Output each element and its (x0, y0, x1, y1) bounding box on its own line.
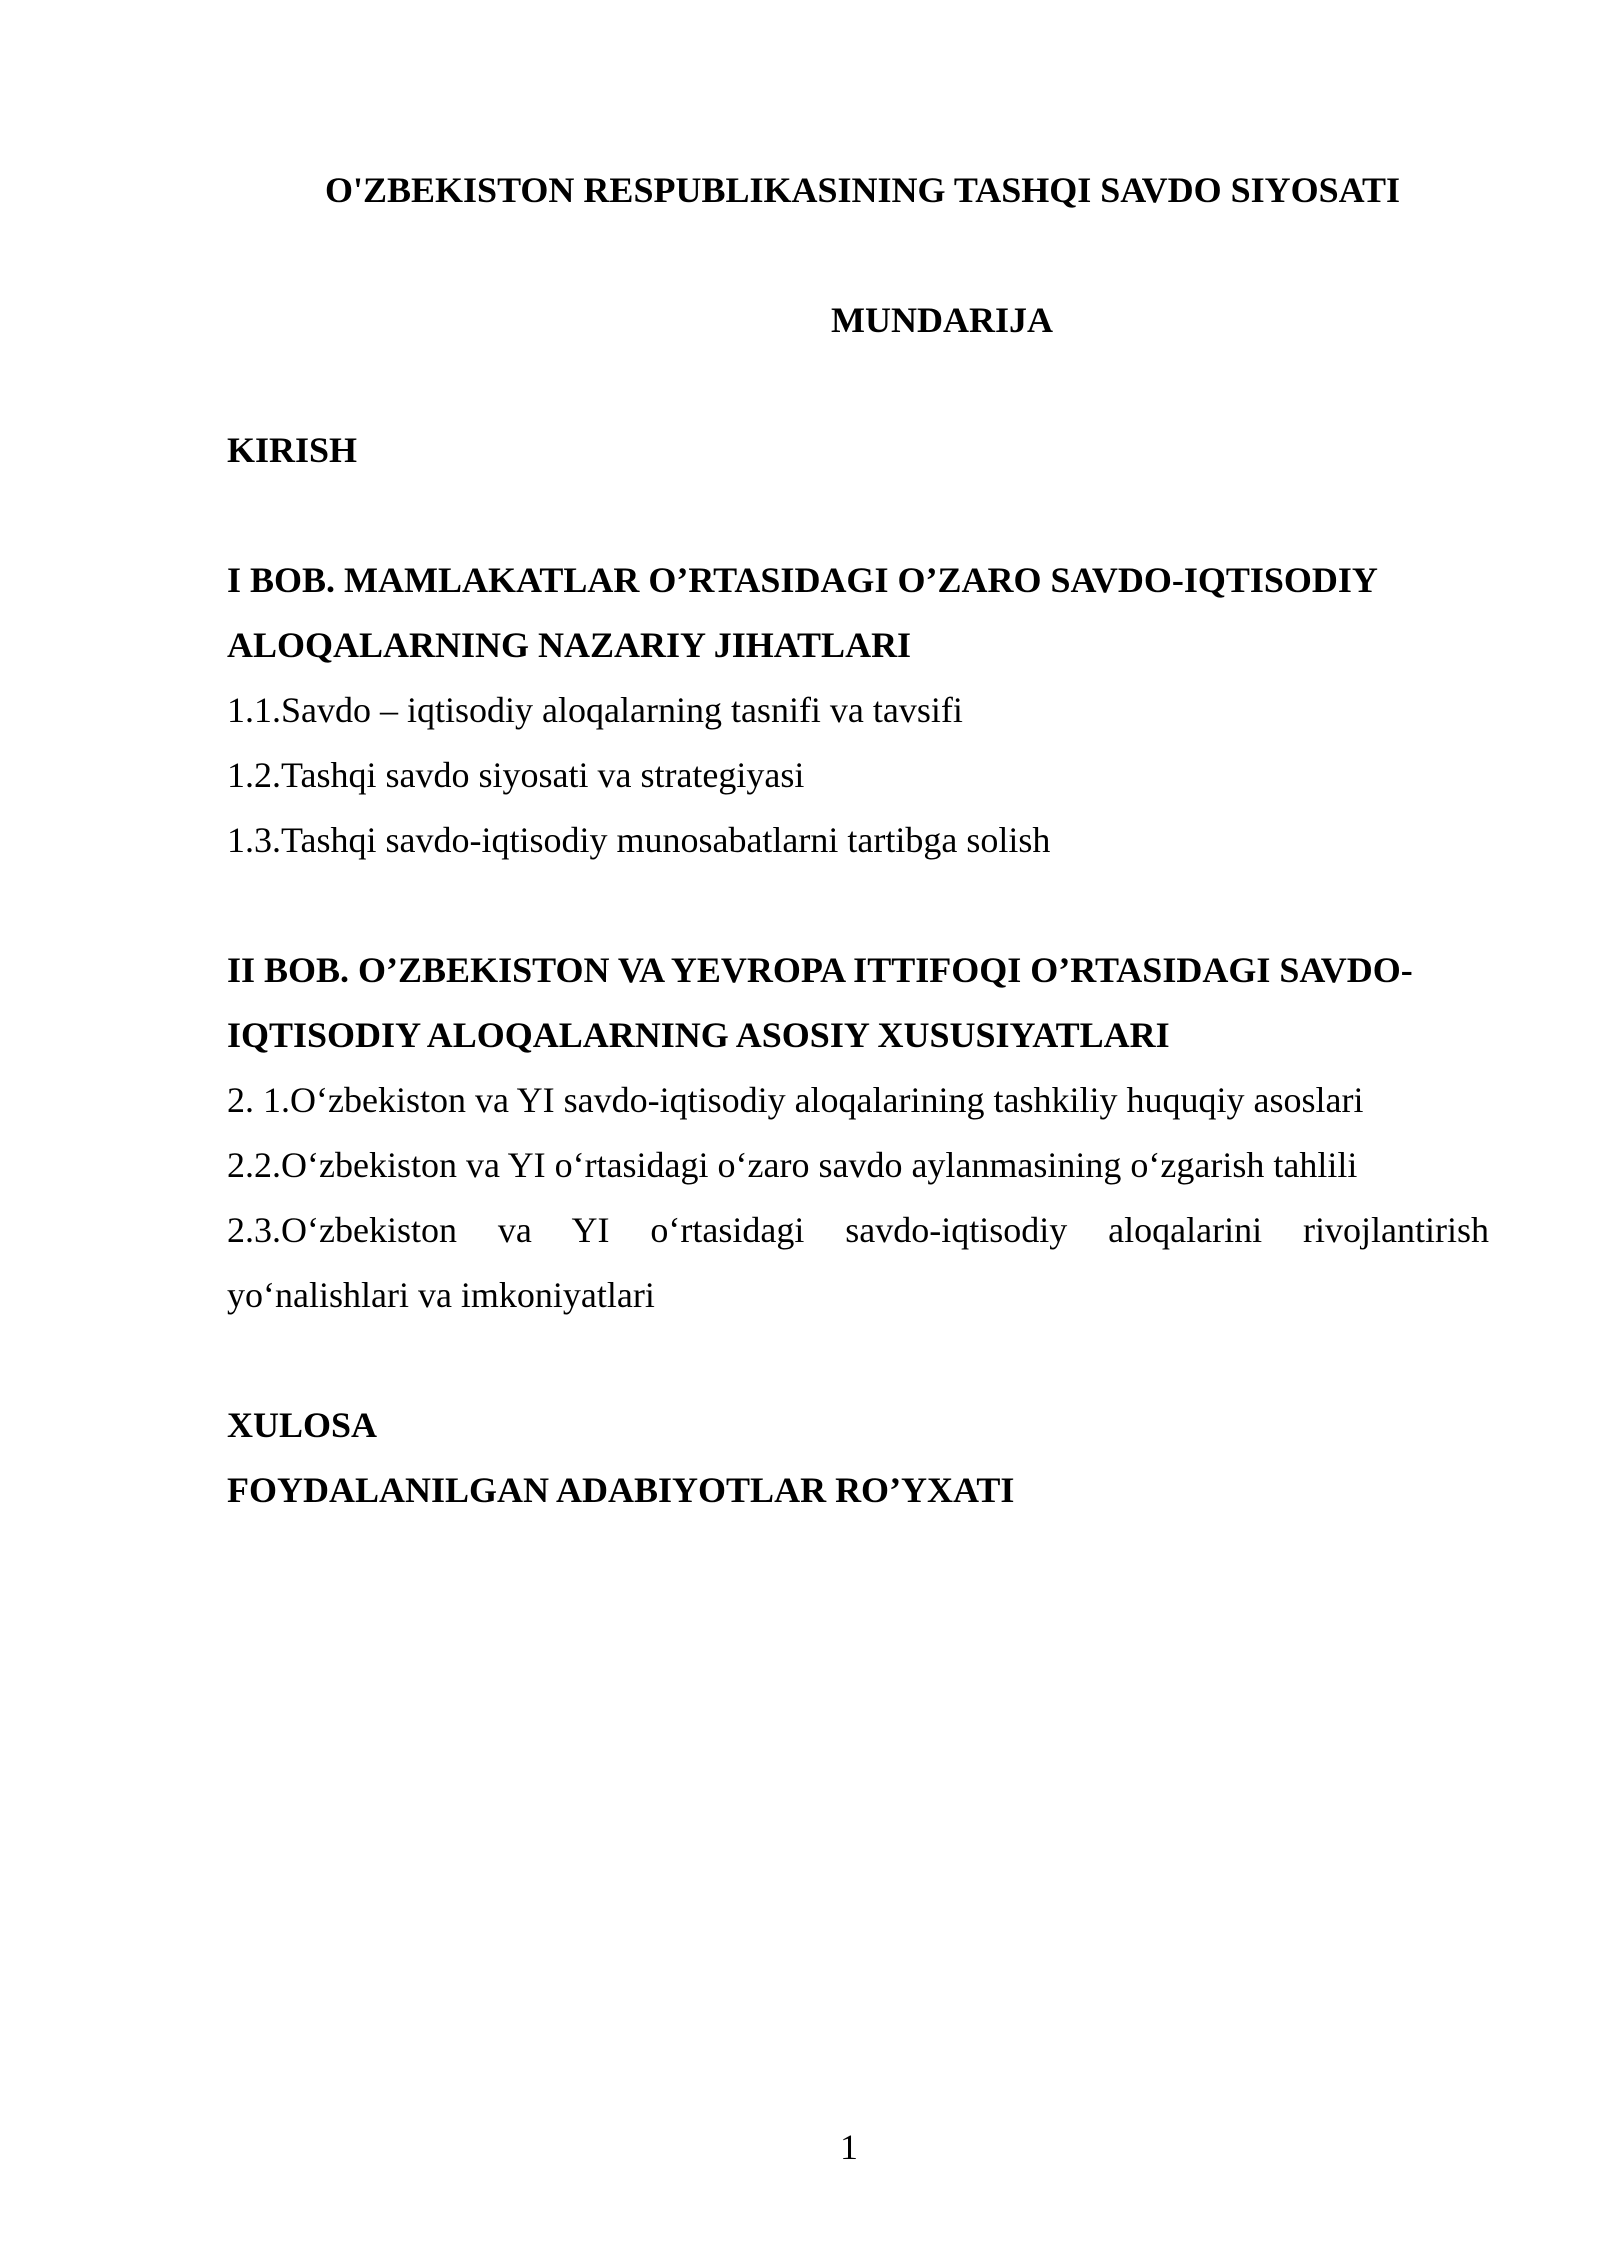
chapter1-heading-line1: I BOB. MAMLAKATLAR O’RTASIDAGI O’ZARO SAVDO-IQTISODIY (227, 560, 1378, 600)
toc-item-1-3: 1.3.Tashqi savdo-iqtisodiy munosabatlarni tartibga solish (227, 820, 1051, 860)
chapter2-heading-line2: IQTISODIY ALOQALARNING ASOSIY XUSUSIYATLARI (227, 1015, 1170, 1055)
toc-item-2-3-line1: 2.3.O‘zbekiston va YI o‘rtasidagi savdo-iqtisodiy aloqalarini rivojlantirish (227, 1210, 1489, 1250)
toc-intro: KIRISH (227, 430, 358, 470)
toc-item-2-1: 2. 1.O‘zbekiston va YI savdo-iqtisodiy aloqalarining tashkiliy huquqiy asoslari (227, 1080, 1364, 1120)
chapter2-heading-line1: II BOB. O’ZBEKISTON VA YEVROPA ITTIFOQI O’RTASIDAGI SAVDO- (227, 950, 1413, 990)
toc-item-2-3-line2: yo‘nalishlari va imkoniyatlari (227, 1275, 655, 1315)
chapter1-heading-line2: ALOQALARNING NAZARIY JIHATLARI (227, 625, 912, 665)
toc-conclusion: XULOSA (227, 1405, 378, 1445)
toc-references: FOYDALANILGAN ADABIYOTLAR RO’YXATI (227, 1470, 1015, 1510)
page-number: 1 (840, 2127, 858, 2167)
toc-item-2-2: 2.2.O‘zbekiston va YI o‘rtasidagi o‘zaro savdo aylanmasining o‘zgarish tahlili (227, 1145, 1358, 1185)
contents-heading: MUNDARIJA (831, 300, 1053, 340)
document-title: O'ZBEKISTON RESPUBLIKASINING TASHQI SAVDO SIYOSATI (325, 170, 1401, 210)
toc-item-1-2: 1.2.Tashqi savdo siyosati va strategiyasi (227, 755, 805, 795)
toc-item-1-1: 1.1.Savdo – iqtisodiy aloqalarning tasnifi va tavsifi (227, 690, 963, 730)
